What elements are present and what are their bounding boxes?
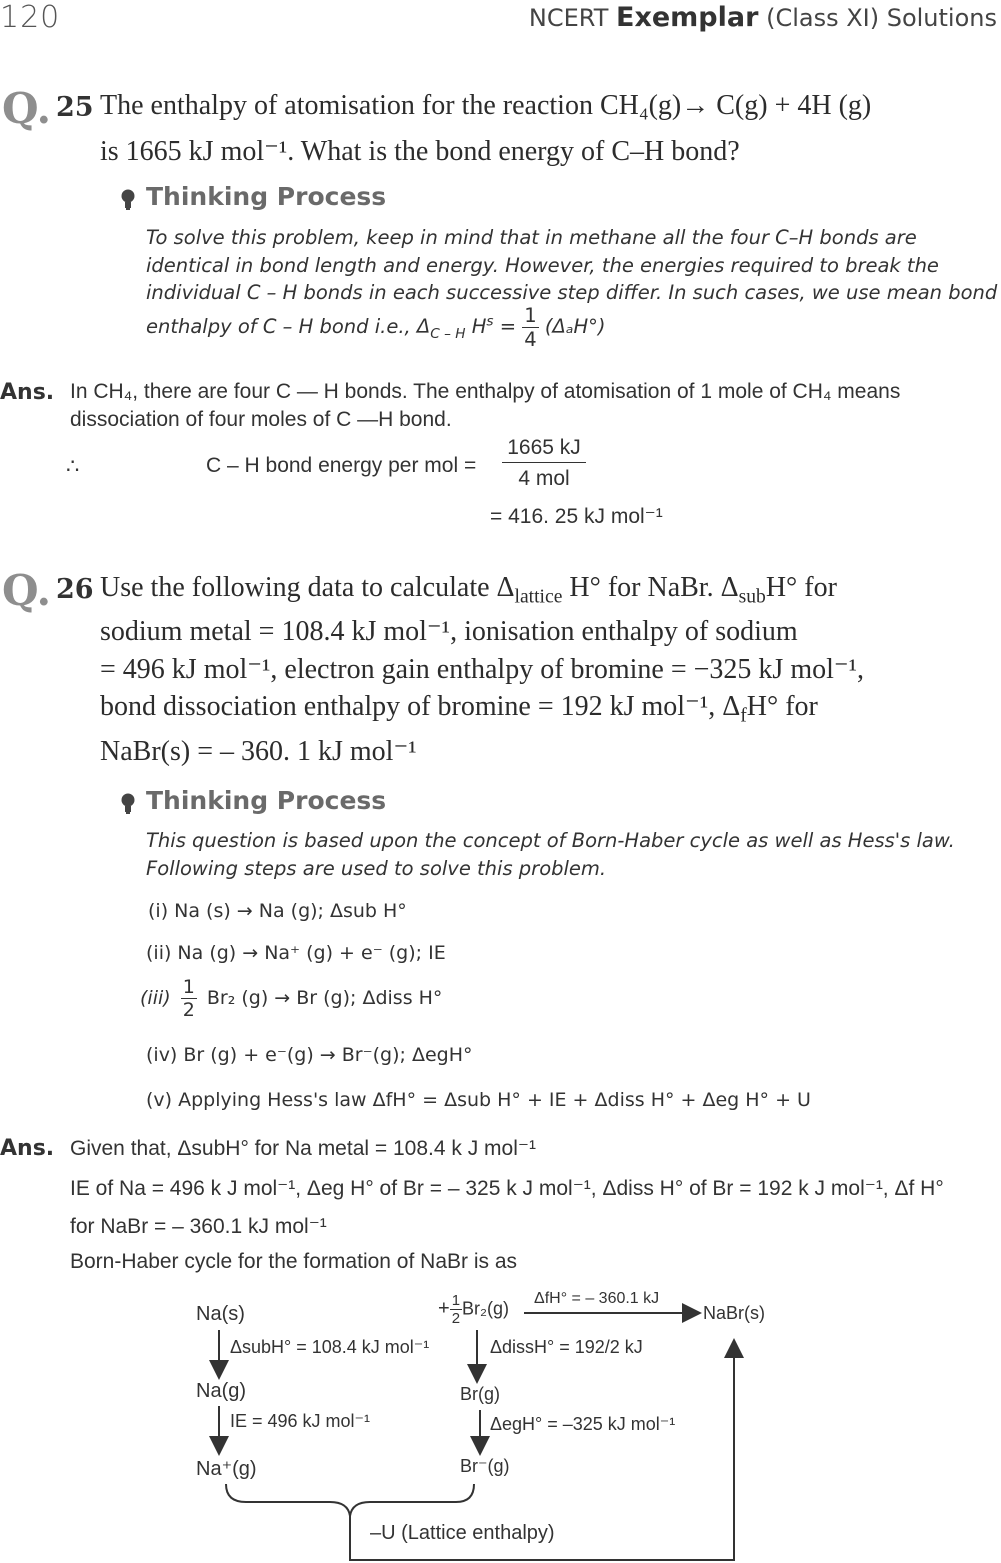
header-suffix: (Class XI) Solutions [766,4,997,32]
q26-text-line4: bond dissociation enthalpy of bromine = 192 kJ mol⁻¹, $\Delta_fH^\circ$ for [100,691,818,727]
species-na-s: Na(s) [196,1303,245,1325]
thinking-line-1-q25: To solve this problem, keep in mind that in methane all the four C–H bonds are [146,226,917,249]
species-nabr: NaBr(s) [703,1303,765,1323]
label-ionisation: IE = 496 kJ mol⁻¹ [230,1411,371,1431]
q26-answer-line2: IE of Na = 496 k J mol⁻¹, Δeg H° of Br = – 325 k J mol⁻¹, Δdiss H° of Br = 192 k J mol⁻¹, Δf H° [70,1177,944,1200]
q26-answer-line3: for NaBr = – 360.1 kJ mol⁻¹ [70,1215,327,1238]
q26-answer-line4: Born-Haber cycle for the formation of NaBr is as [70,1250,518,1273]
label-lattice: –U (Lattice enthalpy) [370,1522,555,1544]
q25-answer-line2: dissociation of four moles of C —H bond. [70,408,452,431]
thinking-line-2-q26: Following steps are used to solve this problem. [146,857,607,880]
species-na-g: Na(g) [196,1380,247,1402]
q26-answer-line1: Given that, ΔsubH° for Na metal = 108.4 k J mol⁻¹ [70,1137,536,1160]
q25-calc-result: = 416. 25 kJ mol⁻¹ [490,505,663,528]
thinking-line-3-q25: individual C – H bonds in each successive step differ. In such cases, we use mean bond [146,281,998,304]
step-2: (ii) Na (g) → Na⁺ (g) + e⁻ (g); IE [146,942,446,964]
thinking-line-1-q26: This question is based upon the concept of Born-Haber cycle as well as Hess's law. [146,829,955,852]
species-br-g: Br(g) [460,1384,500,1404]
label-sublimation: ΔsubH° = 108.4 kJ mol⁻¹ [230,1337,430,1357]
answer-label-q26: Ans. [0,1136,55,1161]
header-bold: Exemplar [616,2,759,33]
q25-calc-label: C – H bond energy per mol = [206,454,477,477]
therefore-symbol: ∴ [66,455,80,478]
q26-text-line3: = 496 kJ mol⁻¹, electron gain enthalpy of bromine = −325 kJ mol⁻¹, [100,654,865,685]
step-5: (v) Applying Hess's law ΔfH° = Δsub H° + IE + Δdiss H° + Δeg H° + U [146,1089,811,1111]
thinking-formula-q25: enthalpy of C – H bond i.e., $\Delta_{C - H}$ $H^s$ = $\frac{1}{4}$ (ΔₐH°) [146,304,606,351]
page-number: 120 [0,0,61,35]
thinking-process-title-q25: Thinking Process [146,182,387,211]
question-mark-q26: Q. [2,566,52,615]
thinking-process-title-q26: Thinking Process [146,786,387,815]
question-number-25: 25 [56,92,94,123]
species-br2: + $\frac{1}{2}$ Br₂(g) [438,1292,510,1327]
species-br-minus: Br⁻(g) [460,1456,510,1476]
question-number-26: 26 [56,574,94,605]
q25-answer-line1: In CH₄, there are four C — H bonds. The enthalpy of atomisation of 1 mole of CH₄ means [70,380,901,403]
lattice-brace [226,1484,474,1516]
q25-calc-denominator: 4 mol [518,467,570,490]
label-dissociation: ΔdissH° = 192/2 kJ [490,1337,643,1357]
q26-text-line2: sodium metal = 108.4 kJ mol⁻¹, ionisation enthalpy of sodium [100,616,798,647]
q25-text-line1: The enthalpy of atomisation for the reaction CH₄(g)→ C(g) + 4H (g) [100,90,872,121]
step-3: (iii) $\frac{1}{2}$ Br₂ (g) → Br (g); Δdiss H° [140,976,443,1021]
q26-text-line5: NaBr(s) = – 360. 1 kJ mol⁻¹ [100,736,417,767]
step-1: (i) Na (s) → Na (g); Δsub H° [148,900,407,922]
label-formation: ΔfH° = – 360.1 kJ [534,1290,660,1307]
species-na-plus: Na⁺(g) [196,1458,257,1480]
header-prefix: NCERT [528,4,609,32]
q25-text-line2: is 1665 kJ mol⁻¹. What is the bond energy of C–H bond? [100,136,740,167]
question-mark-q25: Q. [2,84,52,133]
answer-label-q25: Ans. [0,380,55,405]
thinking-line-2-q25: identical in bond length and energy. However, the energies required to break the [146,254,939,277]
step-4: (iv) Br (g) + e⁻(g) → Br⁻(g); ΔegH° [146,1044,473,1066]
label-electron-gain: ΔegH° = –325 kJ mol⁻¹ [490,1414,676,1434]
q26-text-line1: Use the following data to calculate $\Delta_{lattice}$ H° for NaBr. $\Delta_{sub}H^\circ$ for [100,572,837,608]
q25-calc-numerator: 1665 kJ [502,436,586,463]
